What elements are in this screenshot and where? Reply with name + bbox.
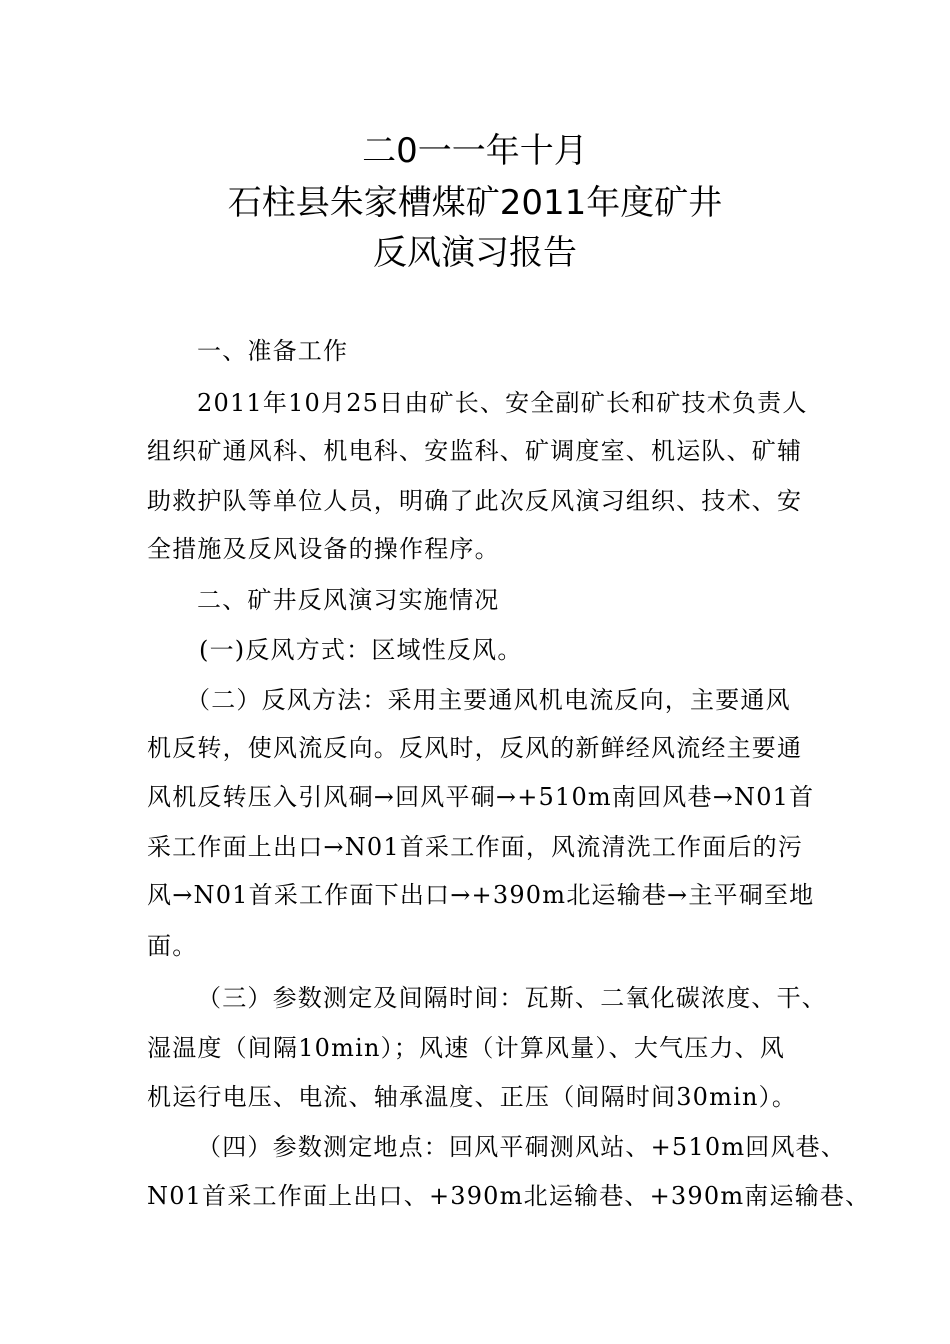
report-subtitle: 反风演习报告	[373, 233, 577, 273]
subsection-line: （二）反风方法：采用主要通风机电流反向，主要通风	[186, 686, 791, 714]
paragraph-line: 机反转，使风流反向。反风时，反风的新鲜经风流经主要通	[147, 734, 803, 762]
paragraph-line: 机运行电压、电流、轴承温度、正压（间隔时间30min）。	[147, 1083, 798, 1111]
subsection-line: （三）参数测定及间隔时间：瓦斯、二氧化碳浓度、干、	[197, 984, 827, 1012]
subsection-line: (一)反风方式：区域性反风。	[199, 636, 523, 664]
section-heading-preparation: 一、准备工作	[197, 337, 349, 365]
paragraph-line: 湿温度（间隔10min）；风速（计算风量）、大气压力、风	[147, 1034, 786, 1062]
paragraph-line: 风机反转压入引风硐→回风平硐→+510m南回风巷→N01首	[147, 783, 815, 811]
section-heading-implementation: 二、矿井反风演习实施情况	[197, 586, 500, 614]
report-title: 石柱县朱家槽煤矿2011年度矿井	[227, 183, 723, 223]
paragraph-line: 助救护队等单位人员，明确了此次反风演习组织、技术、安	[147, 487, 803, 515]
paragraph-line: 全措施及反风设备的操作程序。	[147, 535, 500, 563]
paragraph-line: 采工作面上出口→N01首采工作面，风流清洗工作面后的污	[147, 833, 804, 861]
paragraph-line: N01首采工作面上出口、+390m北运输巷、+390m南运输巷、	[147, 1182, 871, 1210]
paragraph-line: 风→N01首采工作面下出口→+390m北运输巷→主平硐至地	[147, 881, 815, 909]
subsection-line: （四）参数测定地点：回风平硐测风站、+510m回风巷、	[197, 1133, 847, 1161]
paragraph-line: 组织矿通风科、机电科、安监科、矿调度室、机运队、矿辅	[147, 437, 803, 465]
paragraph-line: 2011年10月25日由矿长、安全副矿长和矿技术负责人	[197, 389, 808, 417]
report-date: 二0一一年十月	[362, 131, 588, 171]
paragraph-line: 面。	[147, 932, 198, 960]
